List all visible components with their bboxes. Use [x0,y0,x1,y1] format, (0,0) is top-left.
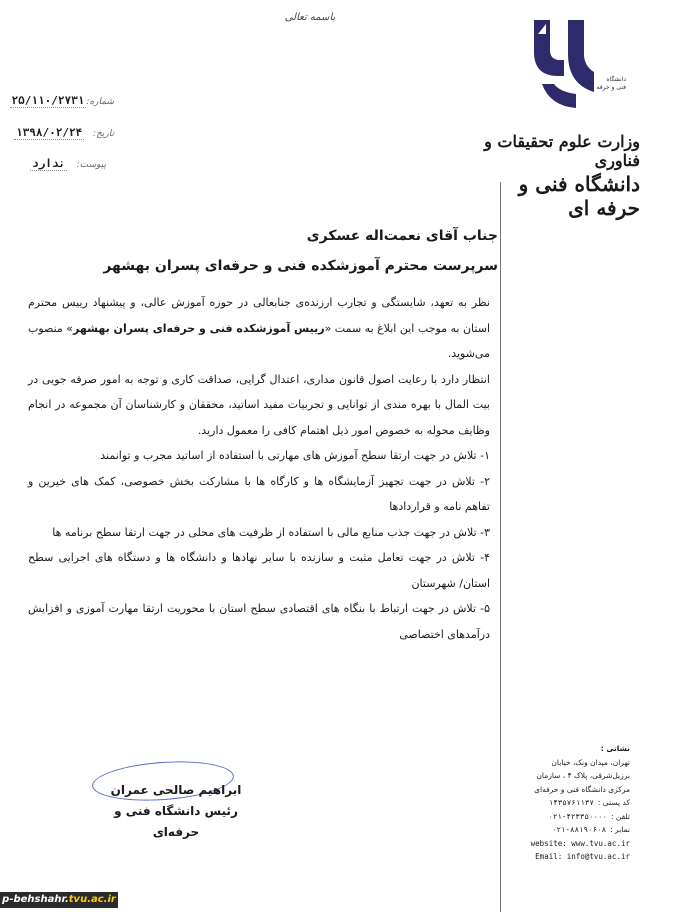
date-label: تاریخ: [93,129,114,139]
number-label: شماره: [86,97,114,107]
letter-body [28,290,490,647]
address-line: تهران، میدان ونک، خیابان [551,757,630,767]
letter-attachment [30,157,106,171]
logo-caption-line: فنی و حرفه ای [588,84,626,91]
letter-date [14,126,114,140]
duty-item: ۵- تلاش در جهت ارتباط با بنگاه های اقتصادی سطح استان با محوریت ارتقا مهارت آموزی و افزایش درآمدهای اختصاصی [28,602,490,641]
duty-item: ۳- تلاش در جهت جذب منابع مالی با استفاده از ظرفیت های محلی در جهت ارتقا سطح برنامه ها [52,525,490,539]
phone-label: تلفن : [611,811,630,821]
website-link[interactable]: website: www.tvu.ac.ir [530,838,630,848]
duty-item: ۴- تلاش در جهت تعامل مثبت و سازنده با سایر نهادها و دانشگاه ها و دستگاه های اجرایی سطح استان/ شهرستان [28,551,490,590]
postal-value: ۱۴۳۵۷۶۱۱۳۷ [548,798,594,807]
address-line: مرکزی دانشگاه فنی و حرفه‌ای [534,784,630,794]
date-value: ۱۳۹۸/۰۲/۲۴ [16,126,83,139]
intro-paragraph [28,290,490,367]
appointed-position: رییس آموزشکده فنی و حرفه‌ای پسران بهشهر [73,321,325,335]
logo-caption [586,76,626,92]
signatory-name: ابراهیم صالحی عمران [110,783,242,797]
phone-value: ۰۲۱-۴۲۳۳۵۰۰۰۰ [548,811,608,821]
duty-item: ۱- تلاش در جهت ارتقا سطح آموزش های مهارتی با استفاده از اساتید مجرب و توانمند [100,449,490,462]
margin-divider [500,182,501,912]
address-line: برزیل‌شرقی، پلاک ۴ ، سازمان [536,771,630,780]
signatory-title: رئیس دانشگاه فنی و حرفه‌ای [114,804,238,839]
attachment-value: ندارد [32,157,66,170]
fax-label: نمابر : [610,825,630,834]
logo-caption-line: دانشگاه [606,76,626,83]
fax [510,823,630,837]
expectation-paragraph: انتظار دارد با رعایت اصول قانون مداری، اعتدال گرایی، صداقت کاری و توجه به امور صرفه جویی در بیت المال با بهره مندی از توانایی و تجربیات مفید اساتید، محققان و کارشناسان آن مجموعه در انجام وظایف محوله به خصوص امور ذیل اهتمام کافی را معمول دارید. [28,372,490,437]
ministry-name: وزارت علوم تحقیقات و فناوری [484,132,640,170]
attachment-label: پیوست: [76,160,106,170]
watermark-text: p-behshahr. [2,894,69,905]
phone [510,810,630,824]
recipient-name: جناب آقای نعمت‌اله عسکری [306,228,498,244]
university-name: دانشگاه فنی و حرفه ای [518,172,640,220]
recipient-title: سرپرست محترم آموزشکده فنی و حرفه‌ای پسران بهشهر [103,258,498,274]
bismillah-heading: باسمه تعالی [284,12,336,23]
intro-text: » منصوب می‌شوید. [28,321,490,360]
postal-code [510,796,630,810]
intro-text: نظر به تعهد، شایستگی و تجارب ارزنده‌ی جنابعالی در حوزه آموزش عالی، و پیشنهاد رییس محترم استان به موجب این ابلاغ به سمت « [28,296,491,335]
source-watermark [0,892,118,908]
logo-mark [524,14,614,114]
letter-number [11,94,114,108]
email-link[interactable]: Email: info@tvu.ac.ir [535,852,630,861]
duty-item: ۲- تلاش در جهت تجهیز آزمایشگاه ها و کارگاه ها با مشارکت بخش خصوصی، کمک های خیرین و تفاهم نامه و قراردادها [28,474,490,513]
university-logo [524,14,626,114]
signature-block [96,780,256,843]
watermark-accent: tvu.ac.ir [68,894,116,905]
postal-label: کد پستی : [597,798,630,807]
fax-value: ۰۲۱-۸۸۱۹۰۶۰۸ [551,825,607,834]
contact-block [510,742,630,864]
number-value: ۲۵/۱۱۰/۲۷۳۱ [11,94,85,107]
address-label: نشانی : [600,744,630,753]
